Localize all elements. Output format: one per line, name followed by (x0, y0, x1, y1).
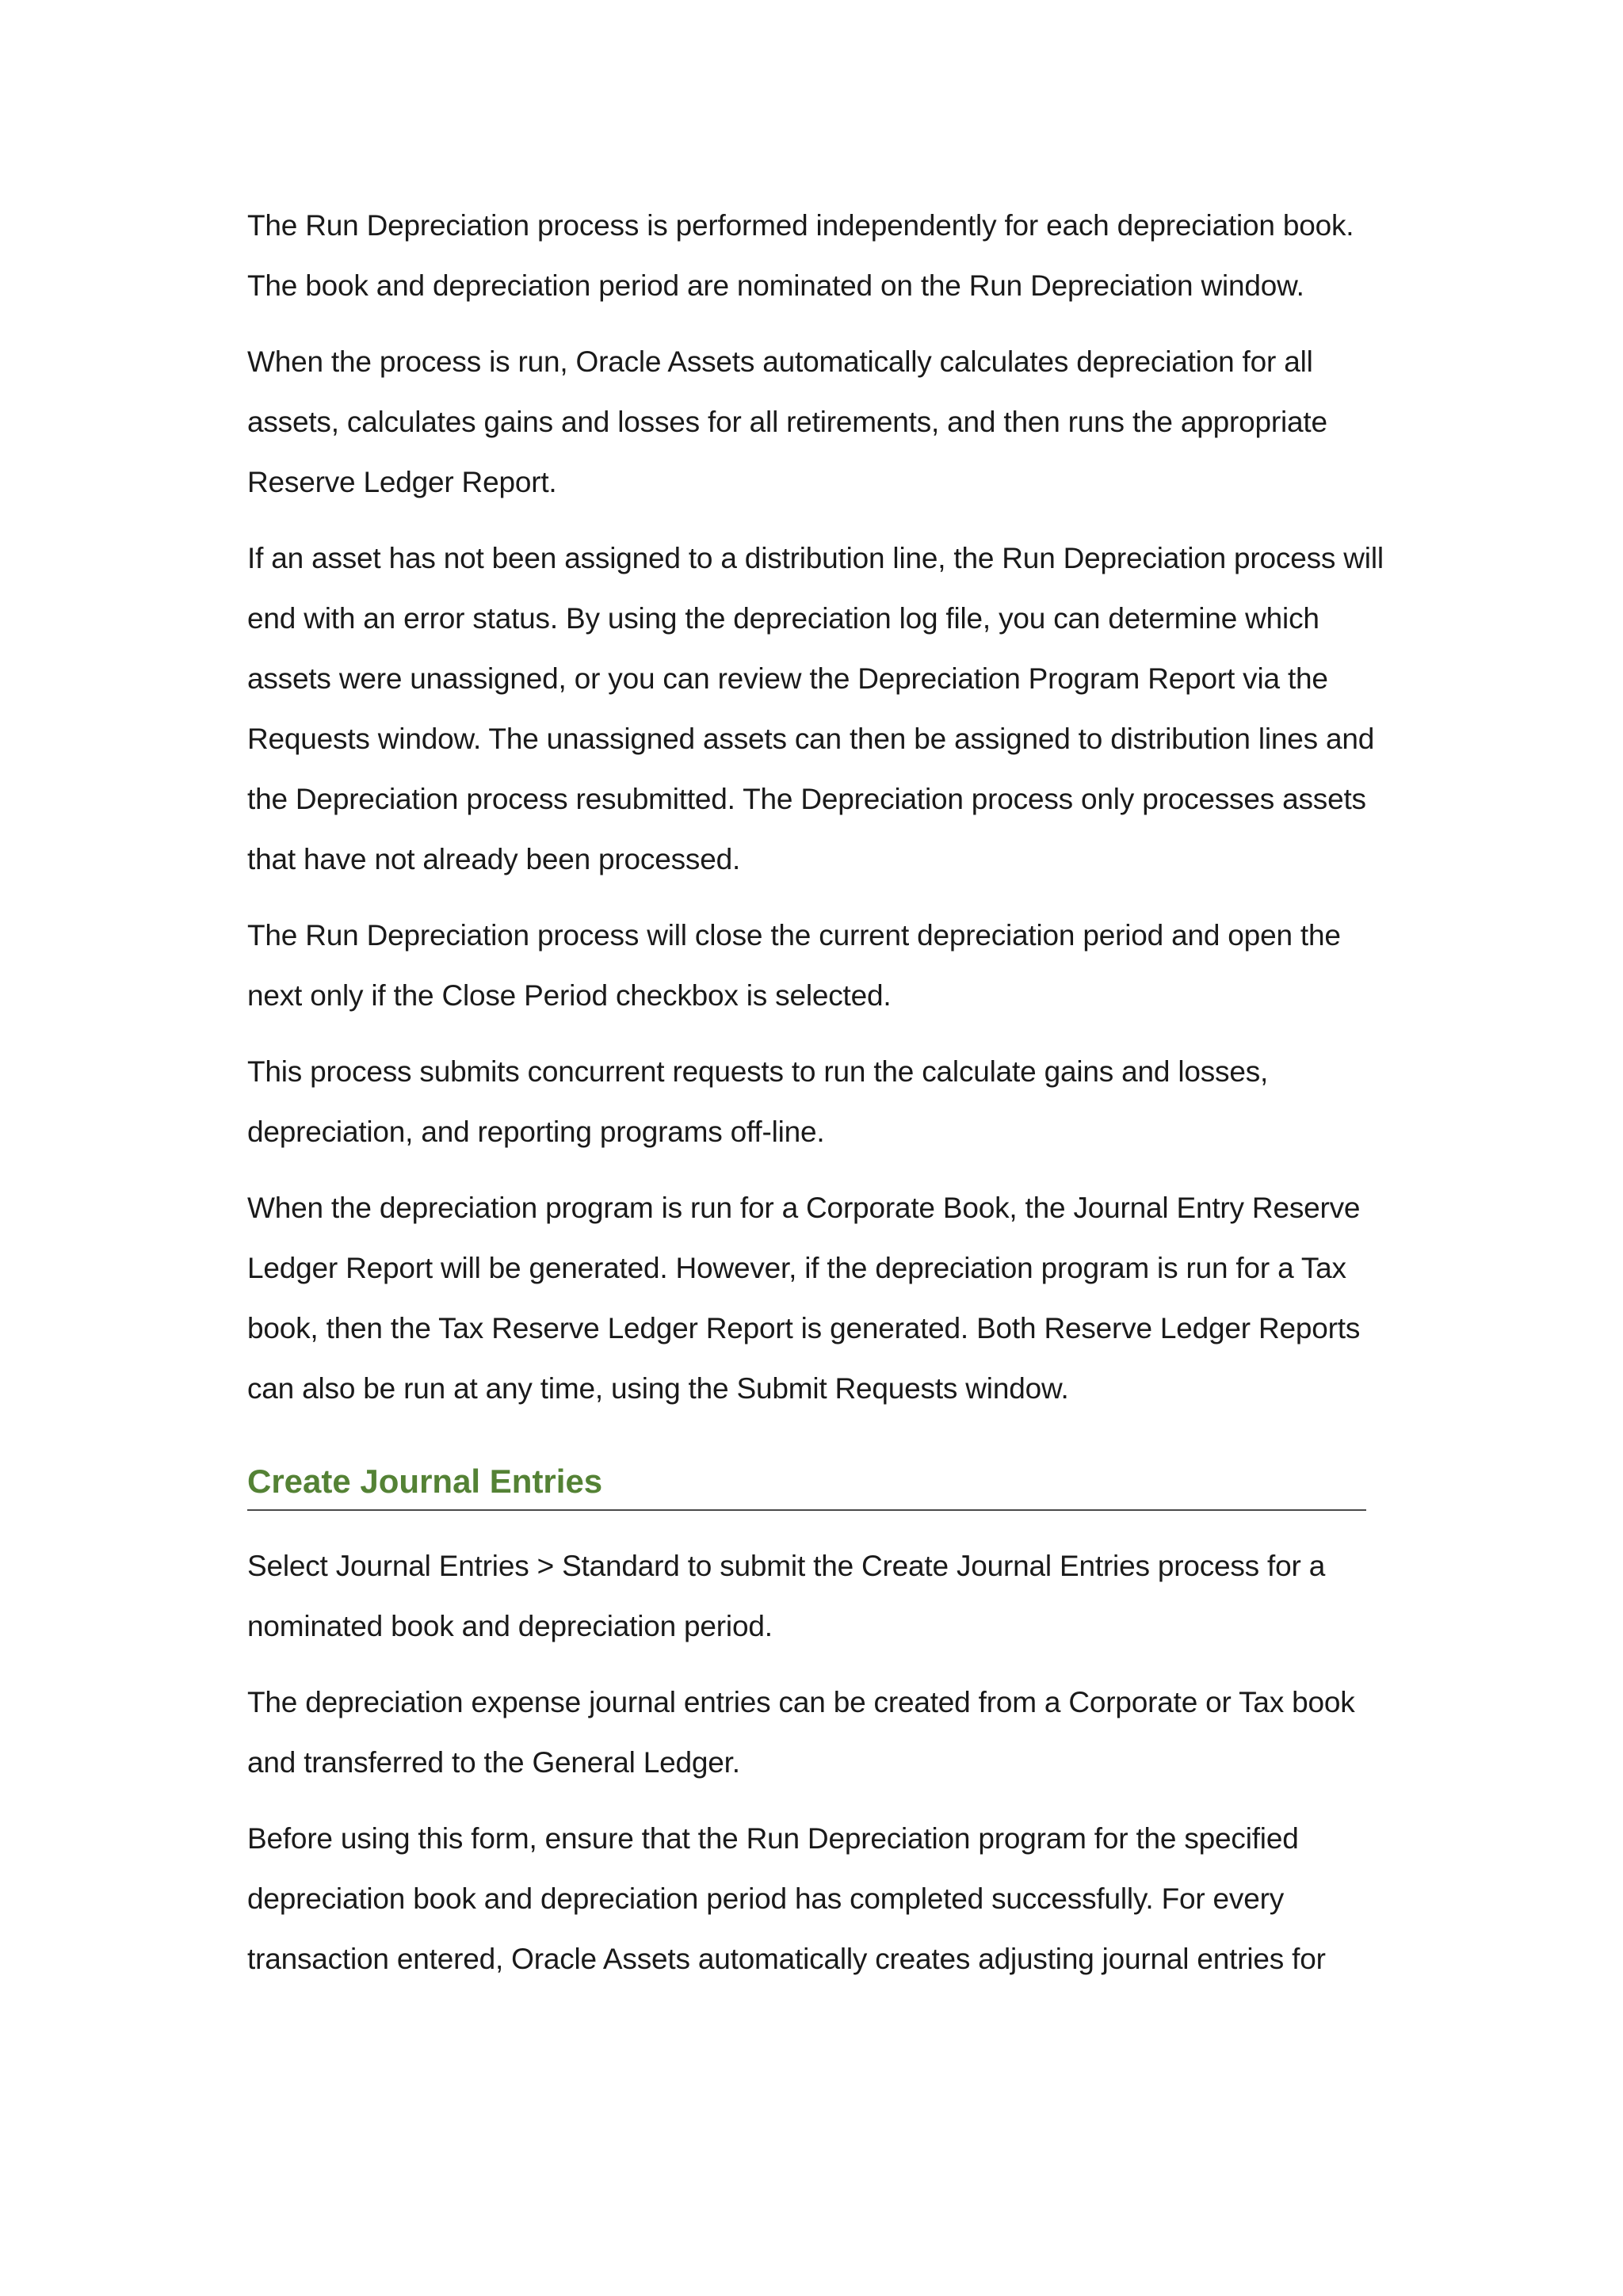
document-body (247, 196, 1388, 2005)
paragraph-reserve-ledger: When the depreciation program is run for a Corporate Book, the Journal Entry Reserve Ledger Report will be generated. However, if the depreciation program is run for a Tax book, then the Tax Reserve Ledger Report is generated. Both Reserve Ledger Reports can also be run at any time, using the Submit Requests window. (247, 1192, 1361, 1405)
paragraph-run-depreciation-intro: The Run Depreciation process is performed independently for each depreciation book. The book and depreciation period are nominated on the Run Depreciation window. (247, 209, 1354, 302)
paragraph-close-period: The Run Depreciation process will close the current depreciation period and open the next only if the Close Period checkbox is selected. (247, 919, 1341, 1012)
paragraph-expense-journal-entries: The depreciation expense journal entries can be created from a Corporate or Tax book and transferred to the General Ledger. (247, 1686, 1355, 1779)
section-body (247, 1536, 1388, 1989)
paragraph-process-run: When the process is run, Oracle Assets automatically calculates depreciation for all assets, calculates gains and losses for all retirements, and then runs the appropriate Reserve Ledger Report. (247, 345, 1327, 498)
paragraph-unassigned-assets: If an asset has not been assigned to a distribution line, the Run Depreciation process will end with an error status. By using the depreciation log file, you can determine which assets were unassigned, or you can review the Depreciation Program Report via the Requests window. The unassigned assets can then be assigned to distribution lines and the Depreciation process resubmitted. The Depreciation process only processes assets that have not already been processed. (247, 542, 1384, 875)
paragraph-before-using-form: Before using this form, ensure that the Run Depreciation program for the specified depreciation book and depreciation period has completed successfully. For every transaction entered, Oracle Assets automatically creates adjusting journal entries for (247, 1822, 1326, 1975)
section-heading-create-journal-entries: Create Journal Entries (247, 1457, 1366, 1511)
paragraph-select-journal-entries: Select Journal Entries > Standard to submit the Create Journal Entries process for a nominated book and depreciation period. (247, 1550, 1326, 1642)
paragraph-concurrent-requests: This process submits concurrent requests to run the calculate gains and losses, depreciation, and reporting programs off-line. (247, 1055, 1269, 1148)
